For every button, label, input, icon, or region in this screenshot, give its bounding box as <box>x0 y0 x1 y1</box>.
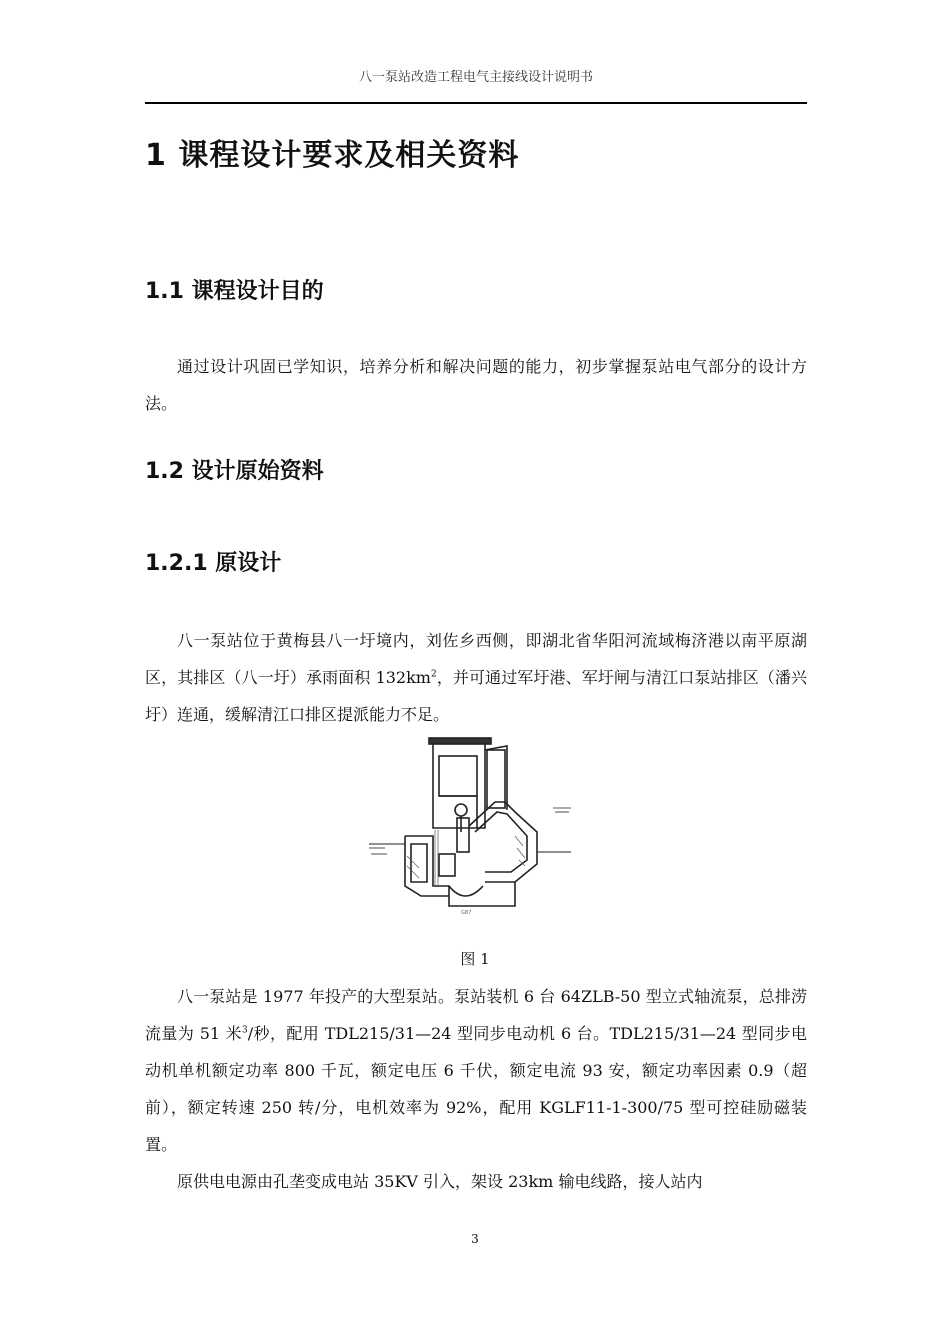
section-1-1-heading: 1.1 课程设计目的 <box>145 279 324 304</box>
location-paragraph-block <box>145 622 807 733</box>
power-supply-paragraph: 原供电电源由孔垄变成电站 35KV 引入，架设 23km 输电线路，接人站内 <box>177 1172 703 1191</box>
section-1-1-body <box>145 348 807 422</box>
location-text-a: 八一泵站位于黄梅县八一圩境内，刘佐乡西侧，即湖北省华阳河流域梅济港以南平原湖区，其排区（八一圩）承雨面积 132km <box>145 631 807 687</box>
purpose-paragraph: 通过设计巩固已学知识，培养分析和解决问题的能力，初步掌握泵站电气部分的设计方法。 <box>145 357 807 413</box>
section-1-2-1-heading: 1.2.1 原设计 <box>145 551 282 576</box>
station-text-b: /秒，配用 TDL215/31—24 型同步电动机 6 台。TDL215/31—24 型同步电动机单机额定功率 800 千瓦，额定电压 6 千伏，额定电流 93 安，额定功率因素 0.9（超前），额定转速 250 转/分，电机效率为 92%，配用 KGLF11-1-300/75 型可控硅励磁装置。 <box>145 1024 807 1154</box>
running-header: 八一泵站改造工程电气主接线设计说明书 <box>358 70 593 85</box>
figure-caption: 图 1 <box>460 950 490 968</box>
header-divider <box>145 102 807 104</box>
station-description-paragraph <box>145 978 807 1163</box>
station-text-a: 八一泵站是 1977 年投产的大型泵站。泵站装机 6 台 64ZLB-50 型立式轴流泵，总排涝流量为 51 米 <box>145 987 807 1043</box>
location-paragraph <box>145 622 807 733</box>
station-description-block <box>145 978 807 1200</box>
chapter-title: 1 课程设计要求及相关资料 <box>145 138 520 173</box>
area-unit-exponent: 2 <box>430 669 437 680</box>
pump-station-cross-section-figure <box>365 736 575 918</box>
section-1-2-heading: 1.2 设计原始资料 <box>145 459 324 484</box>
flow-unit-exponent: 3 <box>242 1025 248 1036</box>
location-text-b: ，并可通过军圩港、军圩闸与清江口泵站排区（潘兴圩）连通，缓解清江口排区提派能力不足。 <box>145 668 807 724</box>
page-number: 3 <box>471 1232 479 1246</box>
svg-text:GB7: GB7 <box>461 910 472 916</box>
